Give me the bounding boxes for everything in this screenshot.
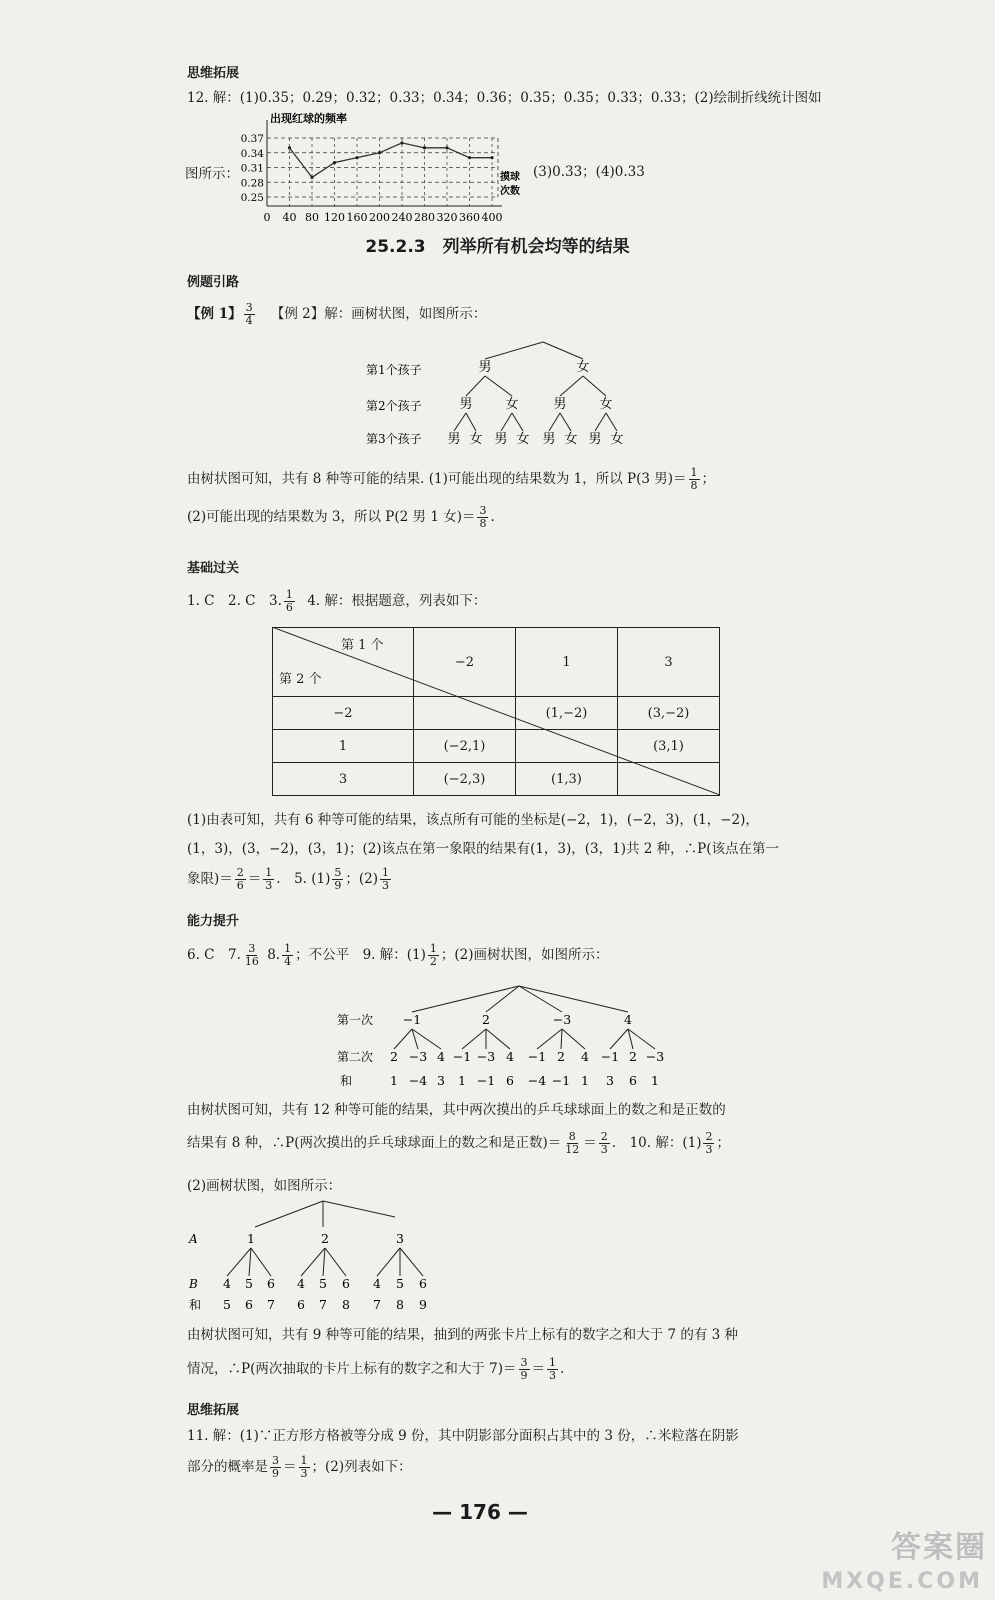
tree3-node-l2: 6 bbox=[419, 1276, 427, 1291]
tree3-node-l2: 5 bbox=[396, 1276, 404, 1291]
table-row-header: 3 bbox=[273, 763, 414, 796]
y-tick-label: 0.34 bbox=[240, 147, 264, 160]
tree3-node-l2: 4 bbox=[297, 1276, 305, 1291]
series-line bbox=[290, 143, 493, 177]
table-cell: (−2,3) bbox=[413, 763, 515, 796]
tree1-branch bbox=[560, 413, 571, 431]
tree3-result-2: 情况，∴P(两次抽取的卡片上标有的数字之和大于 7)＝ $\frac{3}{9}$ ＝ $\frac{1}{3}$ . bbox=[187, 1356, 565, 1382]
x-tick-label: 400 bbox=[481, 211, 503, 224]
tree1-node-l2: 男 bbox=[459, 397, 473, 412]
tree1-node-l2: 女 bbox=[599, 397, 613, 412]
table-cell: (3,1) bbox=[617, 730, 719, 763]
outcome-table bbox=[272, 627, 720, 795]
page-number: — 176 — bbox=[432, 1500, 528, 1524]
x-tick-label: 80 bbox=[305, 211, 319, 224]
tree2-node-l2: −3 bbox=[408, 1049, 428, 1064]
tree1-row-label-3: 第3个孩子 bbox=[366, 432, 422, 446]
tree3-sum: 8 bbox=[396, 1297, 404, 1312]
tree2-node-l1: 4 bbox=[624, 1012, 632, 1027]
tree2-node-l2: −1 bbox=[452, 1049, 472, 1064]
section-heading-ability: 能力提升 bbox=[187, 914, 240, 929]
x-tick-label: 280 bbox=[414, 211, 435, 224]
tree2-node-l2: 4 bbox=[581, 1049, 589, 1064]
table-col-header: 1 bbox=[515, 628, 617, 697]
tree3-sum: 7 bbox=[373, 1297, 381, 1312]
table-row-header: 1 bbox=[273, 730, 414, 763]
tree3-node-l2: 5 bbox=[245, 1276, 253, 1291]
tree2-sum: 1 bbox=[581, 1073, 589, 1088]
table-diagonal bbox=[272, 627, 720, 795]
tree3-node-l1: 2 bbox=[321, 1231, 329, 1246]
tree1-node-l2: 男 bbox=[553, 397, 567, 412]
tree2-branch bbox=[519, 986, 628, 1012]
data-point bbox=[468, 156, 471, 159]
q11-line-1: 11. 解：(1)∵正方形方格被等分成 9 份，其中阴影部分面积占其中的 3 份，∴米粒落在阴影 bbox=[187, 1428, 739, 1444]
tree3-branch bbox=[249, 1248, 251, 1276]
tree3-branch bbox=[251, 1248, 271, 1276]
tree2-node-l2: −1 bbox=[600, 1049, 620, 1064]
tree1-node-l3: 女 bbox=[564, 432, 578, 447]
data-point bbox=[355, 156, 358, 159]
table-head-top: 第 1 个 bbox=[341, 638, 384, 653]
tree2-result-1: 由树状图可知，共有 12 种等可能的结果，其中两次摸出的乒乓球球面上的数之和是正数的 bbox=[187, 1102, 726, 1118]
table-head-left: 第 2 个 bbox=[279, 672, 322, 687]
tree2-branch bbox=[562, 1029, 585, 1049]
tree2-sum: −4 bbox=[408, 1073, 428, 1088]
tree1-node-l3: 女 bbox=[610, 432, 624, 447]
tree2-branch bbox=[561, 1029, 562, 1049]
tree3-branch bbox=[323, 1248, 325, 1276]
tree2-sum: 6 bbox=[629, 1073, 637, 1088]
basic-result-1: (1)由表可知，共有 6 种等可能的结果，该点所有可能的坐标是(−2，1)，(−2，3)，(1，−2)， bbox=[187, 812, 759, 828]
tree2-branch bbox=[537, 1029, 562, 1049]
ability-answers: 6. C 7. $\frac{3}{16}$ 8. $\frac{1}{4}$ ；不公平 9. 解：(1) $\frac{1}{2}$ ；(2)画树状图，如图所示： bbox=[187, 942, 609, 968]
basic-answers: 1. C 2. C 3. $\frac{1}{6}$ 4. 解：根据题意，列表如下： bbox=[187, 588, 487, 614]
example1-label: 【例 1】 bbox=[187, 306, 242, 322]
tree3-sum: 7 bbox=[267, 1297, 275, 1312]
tree1-branch bbox=[606, 413, 617, 431]
example1-answer: $\frac{3}{4}$ bbox=[245, 301, 253, 327]
data-point bbox=[378, 151, 381, 154]
example2-result-1: 由树状图可知，共有 8 种等可能的结果. (1)可能出现的结果数为 1，所以 P(3 男)＝ $\frac{1}{8}$ ； bbox=[187, 466, 716, 492]
x-axis-label-2: 次数 bbox=[500, 186, 520, 197]
tree2-node-l2: −3 bbox=[645, 1049, 665, 1064]
x-tick-label: 240 bbox=[391, 211, 413, 224]
tree-diagram-pingpong bbox=[330, 982, 680, 1092]
tree1-branch bbox=[595, 413, 606, 431]
tree1-branch bbox=[454, 413, 466, 431]
section-heading-thinking: 思维拓展 bbox=[187, 66, 240, 81]
example-line bbox=[187, 302, 486, 327]
tree2-node-l1: −1 bbox=[402, 1012, 422, 1027]
basic-result-3: 象限)＝ $\frac{2}{6}$ ＝ $\frac{1}{3}$ . 5. (1) $\frac{5}{9}$ ；(2) $\frac{1}{3}$ bbox=[187, 866, 389, 892]
example2-result-2: (2)可能出现的结果数为 3，所以 P(2 男 1 女)＝ $\frac{3}{8}$ . bbox=[187, 504, 495, 530]
y-tick-label: 0.28 bbox=[240, 177, 264, 190]
tree2-node-l2: 4 bbox=[506, 1049, 514, 1064]
tree2-branch bbox=[394, 1029, 412, 1049]
x-tick-label: 40 bbox=[282, 211, 297, 224]
x-axis-label-1: 摸球 bbox=[500, 172, 520, 183]
tree2-sum: −1 bbox=[551, 1073, 571, 1088]
tree3-branch bbox=[227, 1248, 251, 1276]
tree3-sum: 7 bbox=[319, 1297, 327, 1312]
tree3-branch bbox=[325, 1248, 346, 1276]
data-point bbox=[333, 161, 336, 164]
basic-result-2: (1，3)，(3，−2)，(3，1)；(2)该点在第一象限的结果有(1，3)，(3，1)共 2 种，∴P(该点在第一 bbox=[187, 841, 780, 857]
tree1-row-label-1: 第1个孩子 bbox=[366, 363, 422, 377]
tree-diagram-cards bbox=[185, 1197, 455, 1319]
tree2-sum: 1 bbox=[390, 1073, 398, 1088]
tree2-row-label-3: 和 bbox=[340, 1074, 353, 1088]
tree2-row-label-1: 第一次 bbox=[337, 1013, 374, 1027]
tree3-row-label-sum: 和 bbox=[189, 1298, 202, 1312]
q12-suffix: (3)0.33；(4)0.33 bbox=[533, 164, 645, 180]
tree2-branch bbox=[462, 1029, 486, 1049]
tree2-sum: 3 bbox=[437, 1073, 445, 1088]
x-tick-label: 200 bbox=[369, 211, 390, 224]
tree3-node-l1: 1 bbox=[247, 1231, 255, 1246]
tree-diagram-children bbox=[360, 338, 660, 458]
tree2-result-2: 结果有 8 种，∴P(两次摸出的乒乓球球面上的数之和是正数)＝ $\frac{8}{12}$ ＝ $\frac{2}{3}$ . 10. 解：(1) $\frac{2}{3}$ ； bbox=[187, 1130, 730, 1156]
q11-line-2: 部分的概率是 $\frac{3}{9}$ ＝ $\frac{1}{3}$ ；(2)列表如下： bbox=[187, 1454, 412, 1480]
table-cell: (−2,1) bbox=[413, 730, 515, 763]
tree2-node-l1: 2 bbox=[482, 1012, 490, 1027]
chart-title: 出现红球的频率 bbox=[270, 112, 347, 125]
tree1-branch bbox=[543, 342, 583, 359]
frequency-line-chart bbox=[230, 108, 530, 228]
tree2-sum: 6 bbox=[506, 1073, 514, 1088]
tree3-node-l2: 6 bbox=[267, 1276, 275, 1291]
section-heading-basics: 基础过关 bbox=[187, 561, 240, 576]
tree1-node-l3: 男 bbox=[588, 432, 602, 447]
tree3-branch bbox=[301, 1248, 325, 1276]
tree1-branch bbox=[501, 413, 512, 431]
tree3-sum: 5 bbox=[223, 1297, 231, 1312]
section-title: 25.2.3 列举所有机会均等的结果 bbox=[365, 237, 630, 257]
tree2-node-l2: −1 bbox=[527, 1049, 547, 1064]
watermark-url: MXQE.COM bbox=[821, 1569, 983, 1594]
tree1-row-label-2: 第2个孩子 bbox=[366, 399, 422, 413]
tree1-branch bbox=[466, 376, 485, 396]
tree2-sum: −1 bbox=[476, 1073, 496, 1088]
q12-prefix: 图所示： bbox=[185, 166, 239, 182]
tree3-node-l1: 3 bbox=[396, 1231, 404, 1246]
tree3-sum: 6 bbox=[297, 1297, 305, 1312]
tree1-node-l1: 男 bbox=[478, 360, 492, 375]
section-heading-thinking-2: 思维拓展 bbox=[187, 1403, 240, 1418]
tree1-branch bbox=[485, 376, 512, 396]
x-tick-label: 0 bbox=[263, 211, 271, 224]
tree2-branch bbox=[412, 1029, 441, 1049]
tree3-sum: 9 bbox=[419, 1297, 427, 1312]
table-cell: (1,−2) bbox=[515, 697, 617, 730]
tree1-branch bbox=[466, 413, 476, 431]
tree3-node-l2: 5 bbox=[319, 1276, 327, 1291]
watermark-logo: 答案圈 bbox=[891, 1530, 987, 1565]
x-tick-label: 120 bbox=[324, 211, 345, 224]
tree2-row-label-2: 第二次 bbox=[337, 1050, 374, 1064]
tree3-sum: 8 bbox=[342, 1297, 350, 1312]
tree2-node-l2: 2 bbox=[629, 1049, 637, 1064]
tree2-node-l2: 4 bbox=[437, 1049, 445, 1064]
tree1-node-l3: 男 bbox=[542, 432, 556, 447]
tree2-node-l1: −3 bbox=[552, 1012, 572, 1027]
tree3-node-l2: 4 bbox=[373, 1276, 381, 1291]
tree1-node-l3: 女 bbox=[469, 432, 483, 447]
table-row-header: −2 bbox=[273, 697, 414, 730]
table-col-header: 3 bbox=[617, 628, 719, 697]
data-point bbox=[288, 146, 291, 149]
x-tick-label: 320 bbox=[436, 211, 458, 224]
x-tick-label: 360 bbox=[459, 211, 480, 224]
tree2-sum: 3 bbox=[606, 1073, 614, 1088]
tree3-result-1: 由树状图可知，共有 9 种等可能的结果，抽到的两张卡片上标有的数字之和大于 7 的有 3 种 bbox=[187, 1327, 739, 1343]
tree1-node-l2: 女 bbox=[505, 397, 519, 412]
tree2-node-l2: 2 bbox=[390, 1049, 398, 1064]
y-tick-label: 0.31 bbox=[240, 162, 264, 175]
tree3-branch bbox=[400, 1248, 423, 1276]
y-tick-label: 0.37 bbox=[240, 133, 264, 145]
data-point bbox=[400, 141, 403, 144]
tree1-branch bbox=[583, 376, 606, 396]
example2-text: 【例 2】解：画树状图，如图所示： bbox=[270, 306, 487, 322]
tree3-row-label-a: A bbox=[189, 1232, 198, 1246]
tree3-row-label-b: B bbox=[189, 1277, 198, 1291]
tree2-result-3: (2)画树状图，如图所示： bbox=[187, 1178, 342, 1194]
tree2-branch bbox=[610, 1029, 628, 1049]
tree3-branch bbox=[255, 1201, 323, 1227]
data-point bbox=[490, 156, 493, 159]
table-cell: (1,3) bbox=[515, 763, 617, 796]
tree2-node-l2: −3 bbox=[476, 1049, 496, 1064]
tree2-branch bbox=[519, 986, 562, 1012]
tree2-node-l2: 2 bbox=[557, 1049, 565, 1064]
tree1-branch bbox=[512, 413, 523, 431]
tree2-sum: −4 bbox=[527, 1073, 547, 1088]
tree1-node-l3: 男 bbox=[494, 432, 508, 447]
tree1-branch bbox=[560, 376, 583, 396]
tree1-node-l1: 女 bbox=[576, 360, 590, 375]
q12-text: 12. 解：(1)0.35；0.29；0.32；0.33；0.34；0.36；0.35；0.35；0.33；0.33；(2)绘制折线统计图如 bbox=[187, 90, 822, 106]
tree3-node-l2: 4 bbox=[223, 1276, 231, 1291]
tree2-branch bbox=[486, 1029, 510, 1049]
tree2-sum: 1 bbox=[458, 1073, 466, 1088]
tree3-node-l2: 6 bbox=[342, 1276, 350, 1291]
tree2-sum: 1 bbox=[651, 1073, 659, 1088]
tree3-branch bbox=[377, 1248, 400, 1276]
table-col-header: −2 bbox=[413, 628, 515, 697]
tree3-sum: 6 bbox=[245, 1297, 253, 1312]
tree1-branch bbox=[485, 342, 543, 359]
tree1-node-l3: 女 bbox=[516, 432, 530, 447]
y-tick-label: 0.25 bbox=[240, 192, 264, 204]
x-tick-label: 160 bbox=[346, 211, 368, 224]
tree1-node-l3: 男 bbox=[447, 432, 461, 447]
table-cell: (3,−2) bbox=[617, 697, 719, 730]
data-point bbox=[445, 146, 448, 149]
data-point bbox=[310, 176, 313, 179]
section-heading-examples: 例题引路 bbox=[187, 275, 240, 290]
tree3-branch bbox=[323, 1201, 395, 1217]
tree1-branch bbox=[549, 413, 560, 431]
data-point bbox=[423, 146, 426, 149]
